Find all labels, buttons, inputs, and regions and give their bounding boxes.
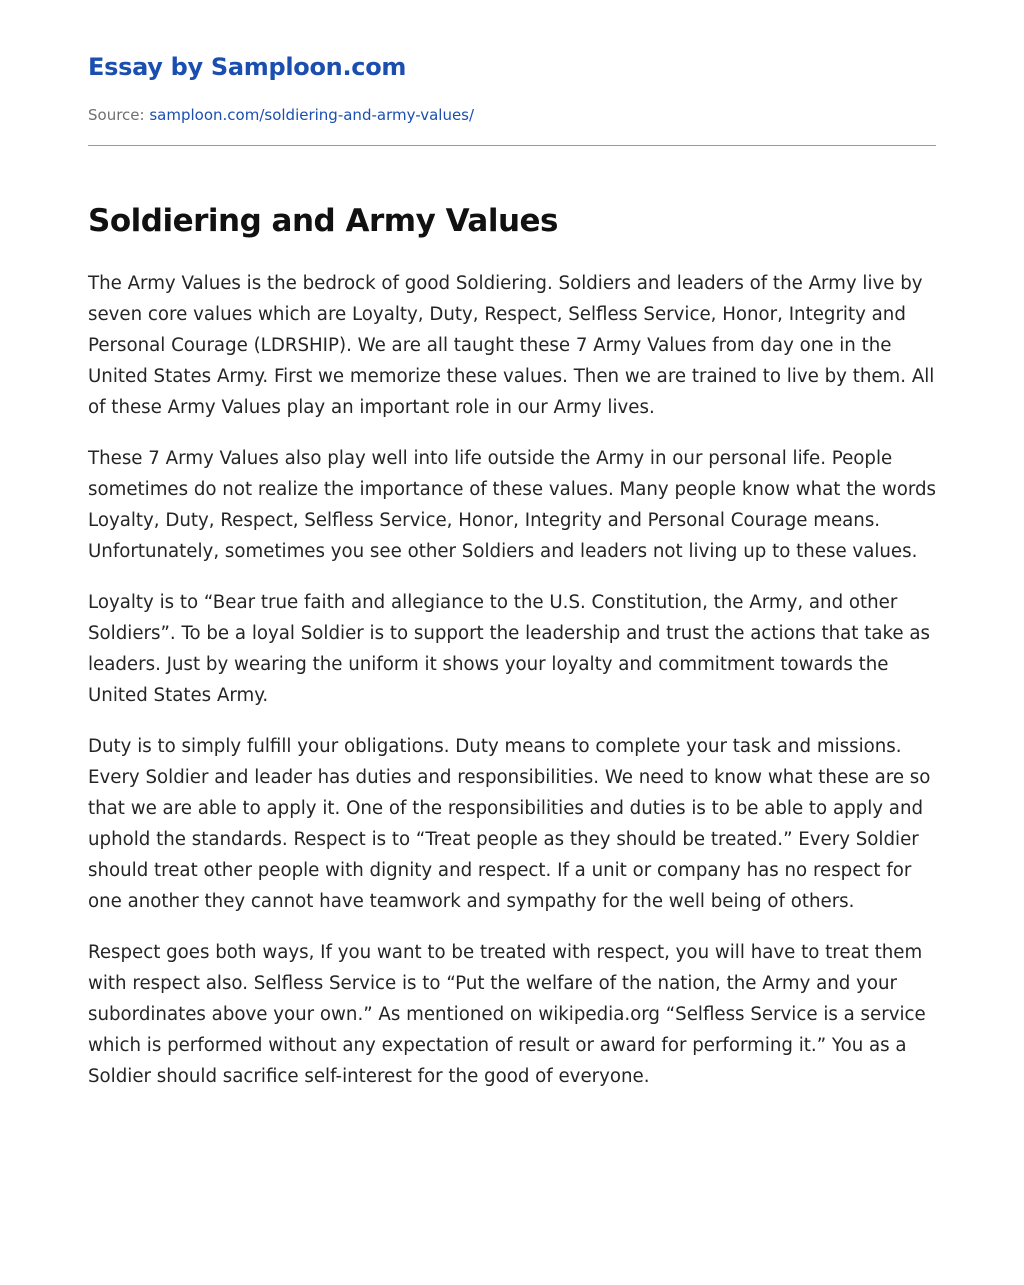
source-line (88, 106, 474, 124)
source-link[interactable]: samploon.com/soldiering-and-army-values/ (149, 106, 475, 124)
essay-paragraph-1: The Army Values is the bedrock of good Soldiering. Soldiers and leaders of the Army live by seven core values which are Loyalty, Duty, Respect, Selfless Service, Honor, Integrity and Personal Courage (LDRSHIP). We are all taught these 7 Army Values from day one in the United States Army. First we memorize these values. Then we are trained to live by them. All of these Army Values play an important role in our Army lives. (88, 273, 935, 418)
brand-link[interactable]: Essay by Samploon.com (88, 53, 407, 81)
page-title: Soldiering and Army Values (88, 203, 558, 239)
essay-body (88, 268, 936, 1112)
essay-paragraph-5: Respect goes both ways, If you want to be treated with respect, you will have to treat them with respect also. Selfless Service is to “Put the welfare of the nation, the Army and your subordinates above your own.” As mentioned on wikipedia.org “Selfless Service is a service which is performed without any expectation of result or award for performing it.” You as a Soldier should sacrifice self-interest for the good of everyone. (88, 942, 926, 1087)
essay-paragraph-4: Duty is to simply fulfill your obligations. Duty means to complete your task and missions. Every Soldier and leader has duties and responsibilities. We need to know what these are so that we are able to apply it. One of the responsibilities and duties is to be able to apply and uphold the standards. Respect is to “Treat people as they should be treated.” Every Soldier should treat other people with dignity and respect. If a unit or company has no respect for one another they cannot have teamwork and sympathy for the well being of others. (88, 736, 931, 912)
site-brand (88, 53, 406, 81)
essay-paragraph-2: These 7 Army Values also play well into life outside the Army in our personal life. People sometimes do not realize the importance of these values. Many people know what the words Loyalty, Duty, Respect, Selfless Service, Honor, Integrity and Personal Courage means. Unfortunately, sometimes you see other Soldiers and leaders not living up to these values. (88, 448, 937, 562)
essay-paragraph-3: Loyalty is to “Bear true faith and allegiance to the U.S. Constitution, the Army, and other Soldiers”. To be a loyal Soldier is to support the leadership and trust the actions that take as leaders. Just by wearing the uniform it shows your loyalty and commitment towards the United States Army. (88, 592, 930, 706)
source-label: Source: (88, 106, 145, 124)
header-divider (88, 145, 936, 146)
